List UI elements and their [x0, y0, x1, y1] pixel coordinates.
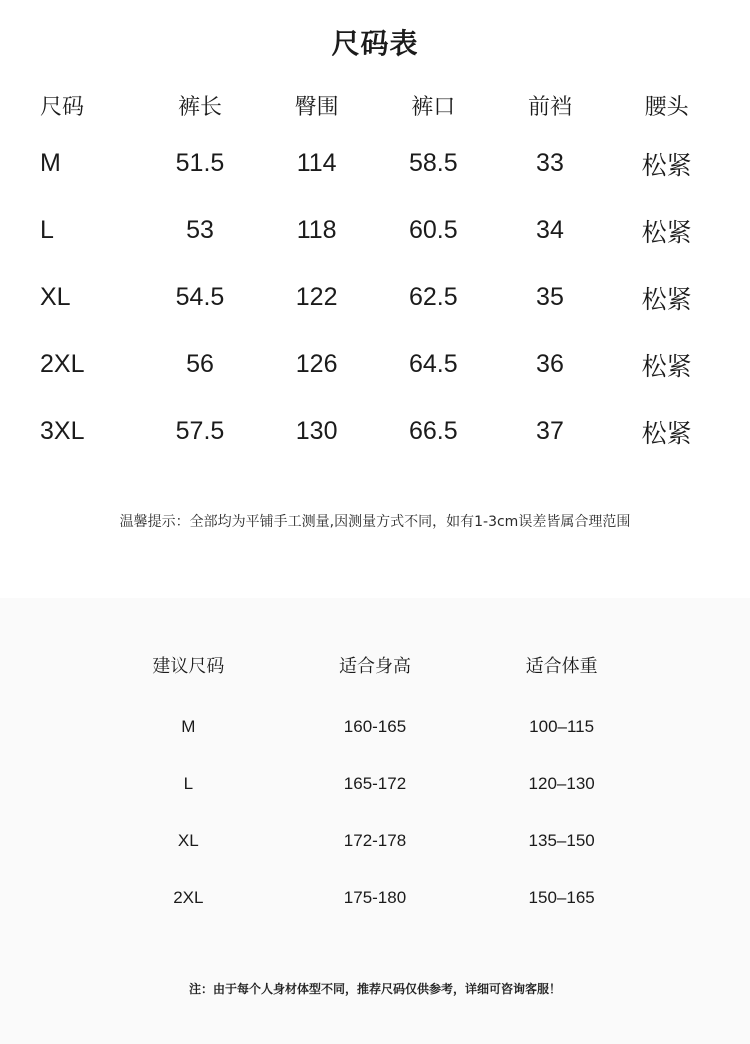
size-chart-header-row	[25, 80, 725, 130]
measurement-tip: 温馨提示：全部均为平铺手工测量,因测量方式不同，如有1-3cm误差皆属合理范围	[119, 514, 631, 530]
height-cell: 172-178	[343, 830, 407, 850]
height-cell: 160-165	[343, 716, 407, 736]
recommended-size-cell: M	[181, 716, 196, 736]
recommended-size-cell: L	[183, 773, 194, 793]
header-recommended-size: 建议尺码	[152, 656, 225, 677]
table-row	[25, 264, 725, 331]
hip-cell: 118	[296, 216, 337, 244]
size-cell: 3XL	[40, 417, 85, 445]
recommended-size-cell: XL	[177, 830, 199, 850]
header-length: 裤长	[177, 94, 222, 120]
recommended-size-cell: 2XL	[173, 887, 204, 907]
size-chart-table	[25, 80, 725, 465]
leg-opening-cell: 62.5	[408, 283, 458, 311]
table-row	[25, 398, 725, 465]
front-rise-cell: 34	[536, 216, 564, 244]
table-row	[95, 812, 655, 869]
table-row	[25, 197, 725, 264]
leg-opening-cell: 64.5	[408, 350, 458, 378]
hip-cell: 126	[295, 350, 338, 378]
header-waistband: 腰头	[644, 94, 689, 120]
header-leg-opening: 裤口	[411, 94, 456, 120]
size-cell: 2XL	[40, 350, 85, 378]
table-row	[25, 331, 725, 398]
recommend-size-table	[95, 642, 655, 926]
weight-cell: 100–115	[529, 716, 595, 736]
header-fit-height: 适合身高	[338, 656, 411, 677]
header-hip: 臀围	[294, 94, 339, 120]
header-front-rise: 前裆	[527, 94, 572, 120]
size-cell: M	[40, 149, 61, 177]
front-rise-cell: 35	[536, 283, 564, 311]
hip-cell: 114	[296, 149, 337, 177]
page-title: 尺码表	[331, 27, 419, 60]
height-cell: 175-180	[343, 887, 407, 907]
length-cell: 56	[186, 350, 214, 378]
hip-cell: 130	[295, 417, 338, 445]
table-row	[95, 755, 655, 812]
front-rise-cell: 37	[536, 417, 564, 445]
size-cell: XL	[40, 283, 71, 311]
waistband-cell: 松紧	[641, 418, 692, 448]
header-fit-weight: 适合体重	[525, 656, 598, 677]
waistband-cell: 松紧	[641, 150, 692, 180]
weight-cell: 120–130	[528, 773, 595, 793]
recommend-header-row	[95, 642, 655, 688]
waistband-cell: 松紧	[641, 284, 692, 314]
size-cell: L	[40, 216, 54, 244]
front-rise-cell: 33	[536, 149, 564, 177]
leg-opening-cell: 58.5	[408, 149, 458, 177]
weight-cell: 135–150	[528, 830, 595, 850]
length-cell: 54.5	[175, 283, 225, 311]
height-cell: 165-172	[343, 773, 407, 793]
front-rise-cell: 36	[536, 350, 564, 378]
header-size: 尺码	[40, 94, 85, 120]
leg-opening-cell: 66.5	[408, 417, 458, 445]
table-row	[95, 698, 655, 755]
recommend-section	[0, 598, 750, 1044]
waistband-cell: 松紧	[641, 217, 692, 247]
recommend-disclaimer: 注：由于每个人身材体型不同，推荐尺码仅供参考，详细可咨询客服！	[188, 982, 561, 996]
length-cell: 51.5	[175, 149, 225, 177]
hip-cell: 122	[295, 283, 338, 311]
table-row	[95, 869, 655, 926]
waistband-cell: 松紧	[641, 351, 692, 381]
length-cell: 53	[186, 216, 214, 244]
table-row	[25, 130, 725, 197]
leg-opening-cell: 60.5	[408, 216, 458, 244]
weight-cell: 150–165	[528, 887, 595, 907]
length-cell: 57.5	[175, 417, 225, 445]
